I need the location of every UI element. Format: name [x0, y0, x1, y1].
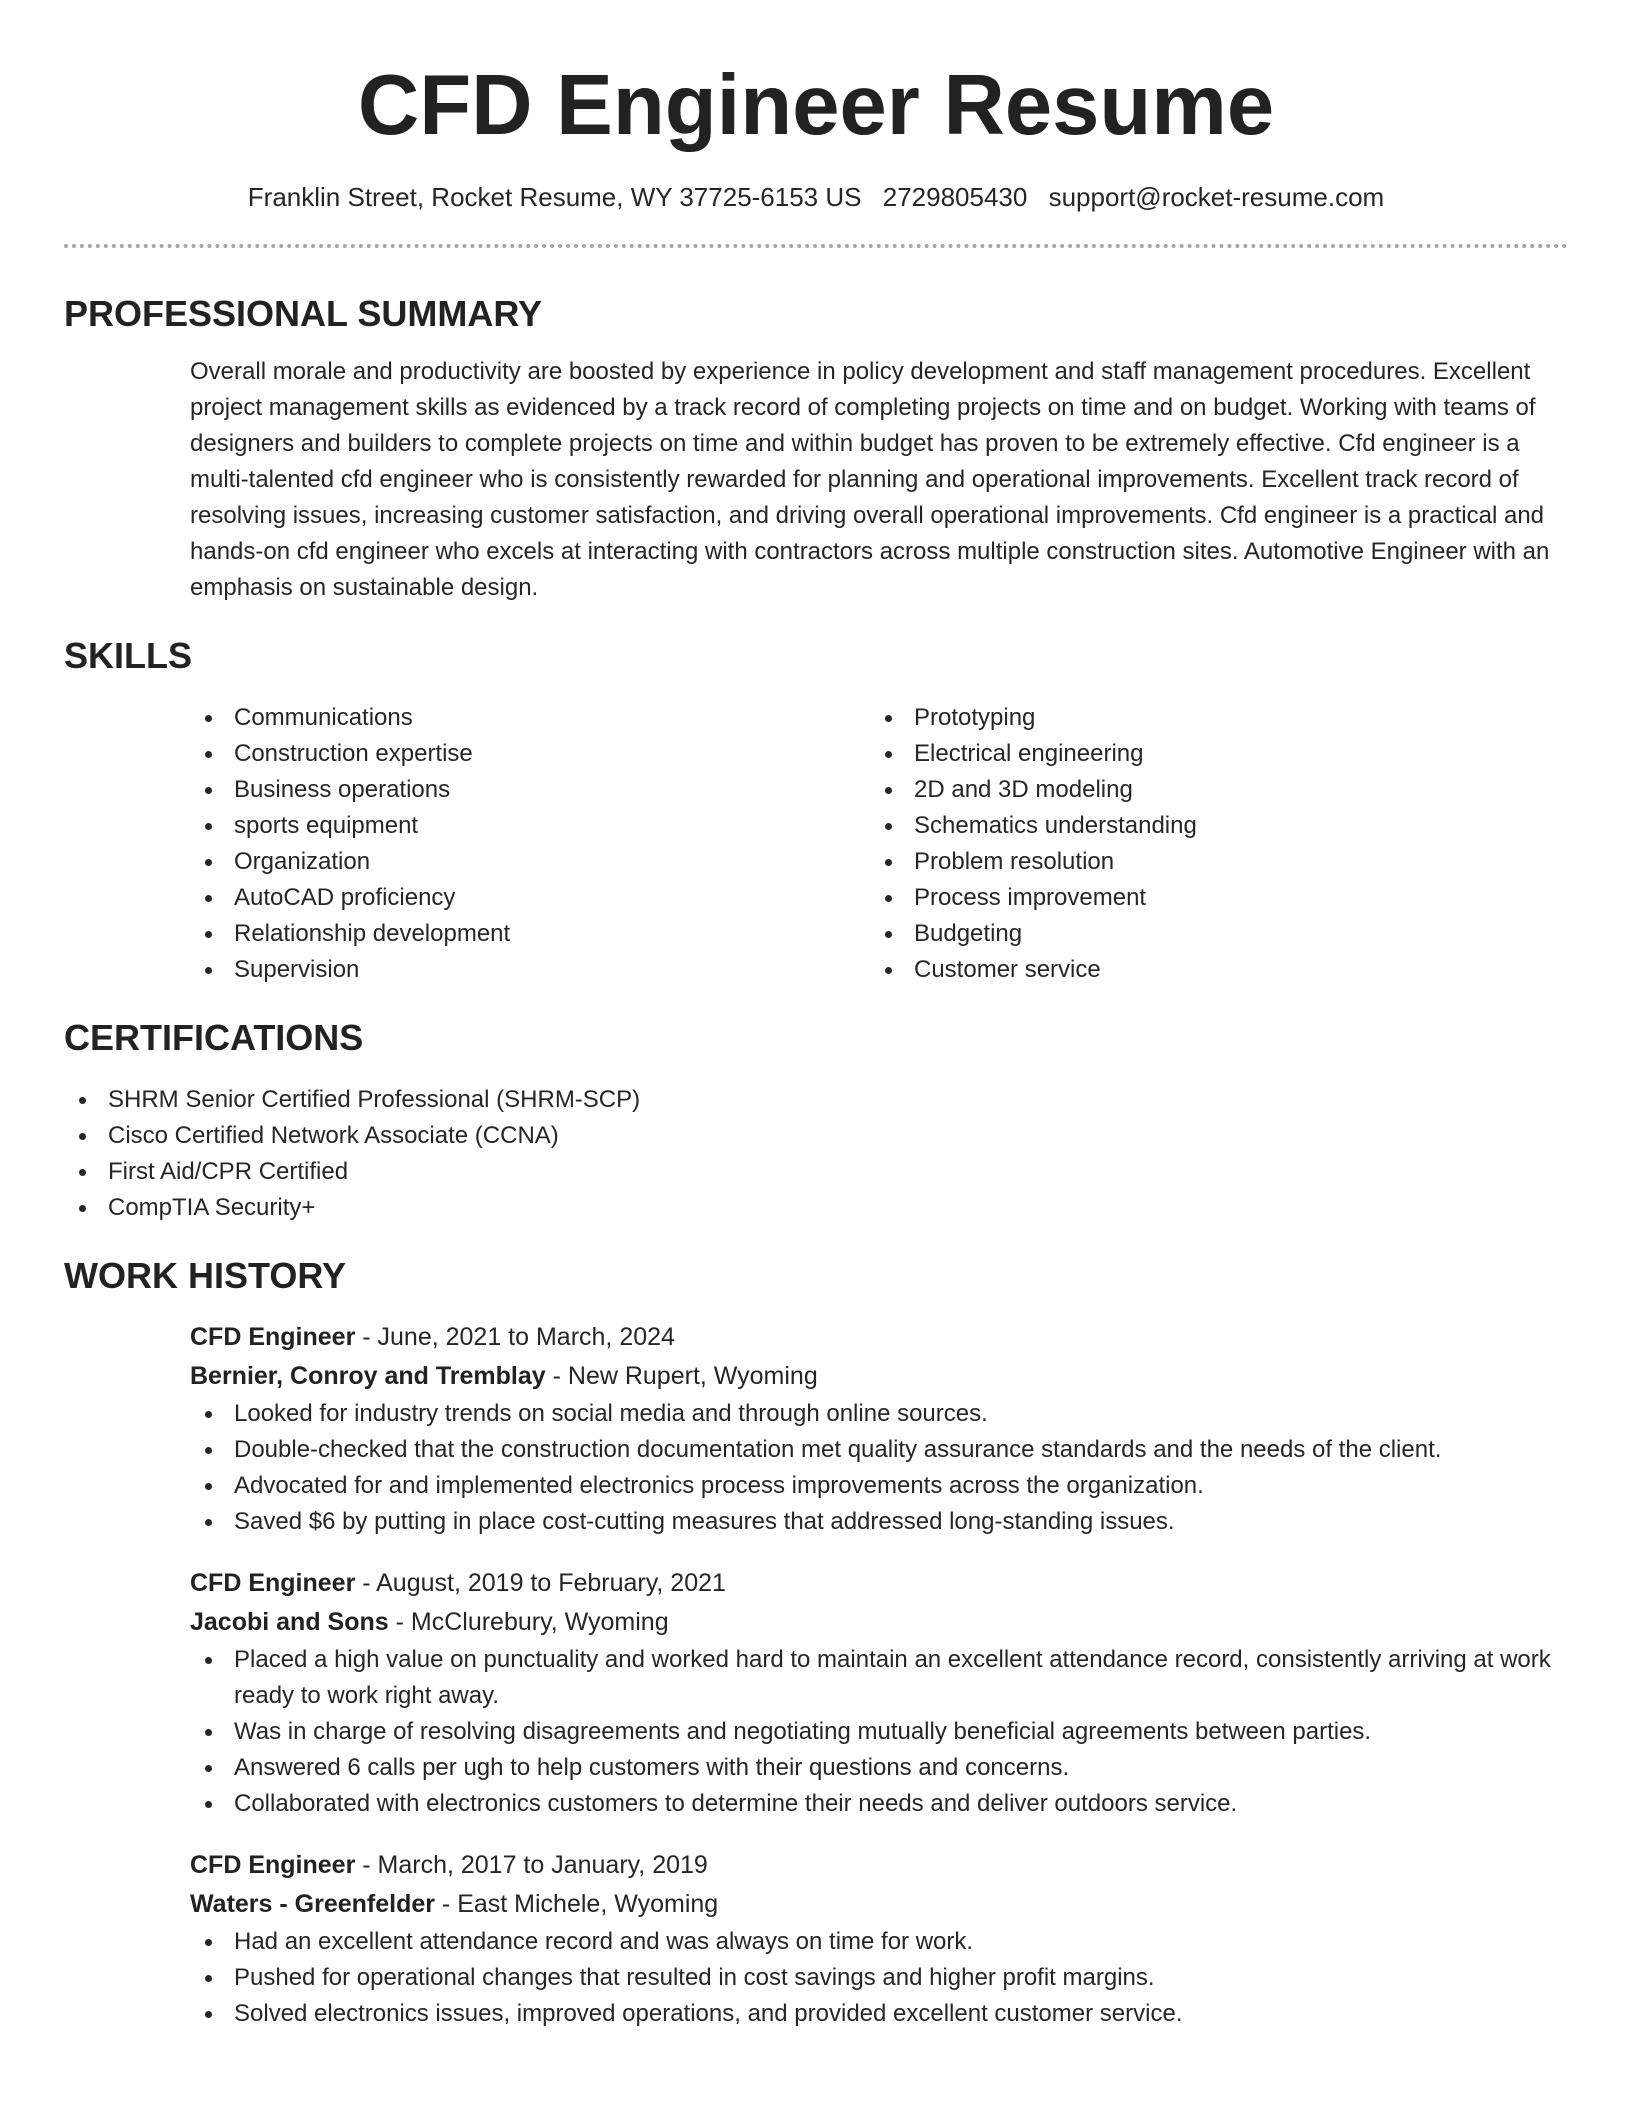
skill-item: sports equipment	[190, 808, 870, 844]
skill-item: Process improvement	[870, 880, 1550, 916]
job-entry	[190, 1318, 1568, 1540]
job-company-line	[190, 1357, 1568, 1396]
job-title: CFD Engineer	[190, 1569, 356, 1597]
resume-title: CFD Engineer Resume	[357, 58, 1275, 153]
job-title: CFD Engineer	[190, 1323, 356, 1351]
job-title-line	[190, 1564, 1568, 1603]
skill-item: AutoCAD proficiency	[190, 880, 870, 916]
job-bullet: Double-checked that the construction documentation met quality assurance standards and the needs of the client.	[190, 1432, 1568, 1468]
work-history-heading: WORK HISTORY	[64, 1255, 347, 1296]
certification-item: SHRM Senior Certified Professional (SHRM-SCP)	[64, 1082, 1568, 1118]
job-bullet: Answered 6 calls per ugh to help customers with their questions and concerns.	[190, 1750, 1568, 1786]
certification-item: CompTIA Security+	[64, 1190, 1568, 1226]
skill-item: Business operations	[190, 772, 870, 808]
skill-item: Supervision	[190, 952, 870, 988]
job-bullet: Placed a high value on punctuality and worked hard to maintain an excellent attendance record, consistently arriving at work ready to work right away.	[190, 1642, 1568, 1714]
job-company-line	[190, 1603, 1568, 1642]
contact-line	[64, 180, 1568, 214]
skill-item: Problem resolution	[870, 844, 1550, 880]
skill-item: Relationship development	[190, 916, 870, 952]
job-location: - New Rupert, Wyoming	[545, 1362, 818, 1390]
job-location: - East Michele, Wyoming	[434, 1890, 719, 1918]
certification-item: Cisco Certified Network Associate (CCNA)	[64, 1118, 1568, 1154]
job-location: - McClurebury, Wyoming	[388, 1608, 669, 1636]
skills-column-right	[870, 700, 1550, 988]
job-bullet: Looked for industry trends on social media and through online sources.	[190, 1396, 1568, 1432]
skills-heading: SKILLS	[64, 635, 193, 676]
job-dates: - August, 2019 to February, 2021	[355, 1569, 726, 1597]
skill-item: Budgeting	[870, 916, 1550, 952]
skill-item: Schematics understanding	[870, 808, 1550, 844]
job-company: Waters - Greenfelder	[190, 1890, 435, 1918]
job-bullets	[190, 1924, 1568, 2032]
job-company: Bernier, Conroy and Tremblay	[190, 1362, 546, 1390]
summary-text: Overall morale and productivity are boosted by experience in policy development and staff management procedures. Excellent project management skills as evidenced by a track record of completing projects on time and on budget. Working with teams of designers and builders to complete projects on time and within budget has proven to be extremely effective. Cfd engineer is a multi-talented cfd engineer who is consistently rewarded for planning and operational improvements. Excellent track record of resolving issues, increasing customer satisfaction, and driving overall operational improvements. Cfd engineer is a practical and hands-on cfd engineer who excels at interacting with contractors across multiple construction sites. Automotive Engineer with an emphasis on sustainable design.	[190, 358, 1550, 601]
job-company-line	[190, 1885, 1568, 1924]
job-bullets	[190, 1642, 1568, 1822]
skill-item: Prototyping	[870, 700, 1550, 736]
skills-column-left	[190, 700, 870, 988]
certifications-list	[64, 1082, 1568, 1226]
header-divider	[64, 244, 1568, 248]
contact-email: support@rocket-resume.com	[1048, 182, 1385, 212]
skill-item: Customer service	[870, 952, 1550, 988]
job-dates: - March, 2017 to January, 2019	[355, 1851, 708, 1879]
job-bullet: Solved electronics issues, improved operations, and provided excellent customer service.	[190, 1996, 1568, 2032]
job-title: CFD Engineer	[190, 1851, 356, 1879]
job-dates: - June, 2021 to March, 2024	[355, 1323, 675, 1351]
skill-item: Construction expertise	[190, 736, 870, 772]
job-bullet: Advocated for and implemented electronics process improvements across the organization.	[190, 1468, 1568, 1504]
skill-item: Communications	[190, 700, 870, 736]
job-bullet: Was in charge of resolving disagreements and negotiating mutually beneficial agreements between parties.	[190, 1714, 1568, 1750]
job-entry	[190, 1564, 1568, 1822]
contact-phone: 2729805430	[882, 182, 1028, 212]
certification-item: First Aid/CPR Certified	[64, 1154, 1568, 1190]
skills-list	[190, 700, 1568, 988]
job-entry	[190, 1846, 1568, 2032]
job-title-line	[190, 1846, 1568, 1885]
job-company: Jacobi and Sons	[190, 1608, 389, 1636]
skill-item: 2D and 3D modeling	[870, 772, 1550, 808]
job-bullet: Saved $6 by putting in place cost-cutting measures that addressed long-standing issues.	[190, 1504, 1568, 1540]
contact-address: Franklin Street, Rocket Resume, WY 37725-6153 US	[247, 182, 862, 212]
job-bullet: Pushed for operational changes that resulted in cost savings and higher profit margins.	[190, 1960, 1568, 1996]
job-title-line	[190, 1318, 1568, 1357]
job-bullet: Had an excellent attendance record and was always on time for work.	[190, 1924, 1568, 1960]
skill-item: Organization	[190, 844, 870, 880]
certifications-heading: CERTIFICATIONS	[64, 1017, 364, 1058]
skill-item: Electrical engineering	[870, 736, 1550, 772]
job-bullets	[190, 1396, 1568, 1540]
job-bullet: Collaborated with electronics customers to determine their needs and deliver outdoors service.	[190, 1786, 1568, 1822]
summary-heading: PROFESSIONAL SUMMARY	[64, 293, 543, 334]
